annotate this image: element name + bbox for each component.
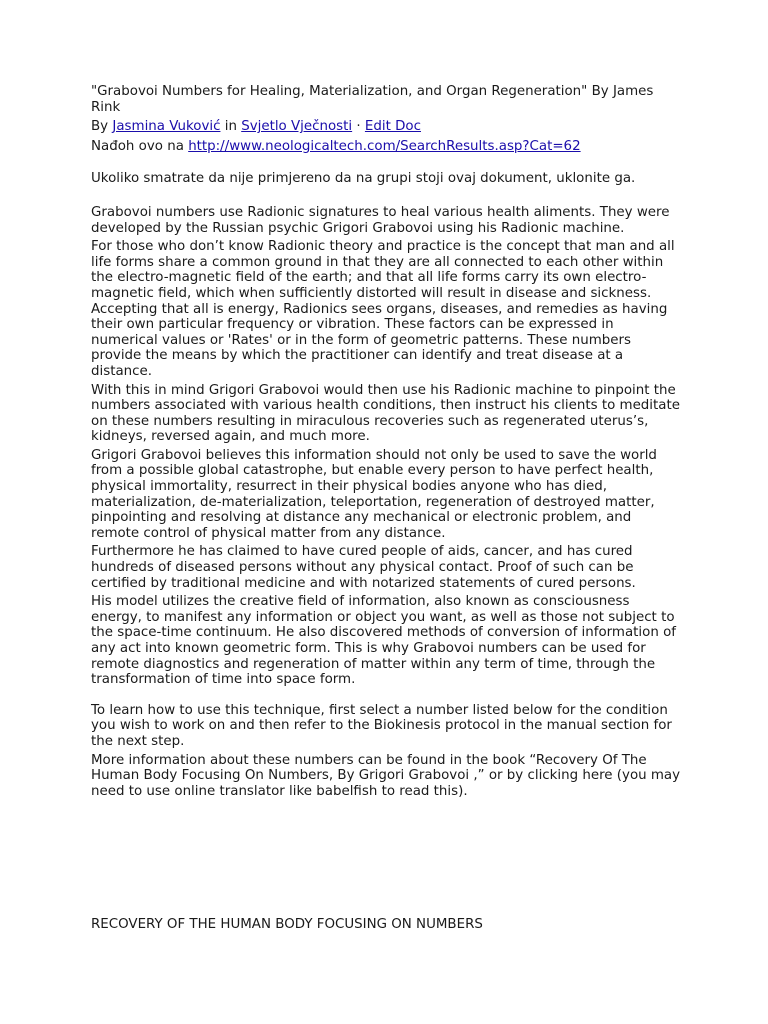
paragraph-how-to-use: To learn how to use this technique, first select a number listed below for the condition you wish to work on and then refer to the Biokinesis protocol in the manual section for the next step. [91,702,672,749]
notice-text: Ukoliko smatrate da nije primjereno da na grupi stoji ovaj dokument, uklonite ga. [91,171,636,187]
paragraph-claims: Furthermore he has claimed to have cured people of aids, cancer, and has cured hundreds of diseased persons without any physical contact. Proof of such can be certified by traditional medicine and with notarized statements of cured persons. [91,544,636,591]
document-title: "Grabovoi Numbers for Healing, Materialization, and Organ Regeneration" By James Rink [91,84,654,115]
source-line [91,139,681,155]
author-link[interactable]: Jasmina Vuković [112,119,221,135]
section-heading: RECOVERY OF THE HUMAN BODY FOCUSING ON NUMBERS [91,917,483,932]
edit-doc-link[interactable]: Edit Doc [364,119,421,135]
found-prefix: Nađoh ovo na [91,138,184,154]
paragraph-radionic-theory: For those who don’t know Radionic theory and practice is the concept that man and all life forms share a common ground in that they are all connected to each other within the electro-magnetic field of the earth; and that all life forms carry its own electro-magnetic field, which when sufficiently distorted will result in disease and sickness. Accepting that all is energy, Radionics sees organs, diseases, and remedies as having their own particular frequency or vibration. These factors can be expressed in numerical values or 'Rates' or in the form of geometric patterns. These numbers provide the means by which the practitioner can identify and treat disease at a distance. [91,239,675,379]
paragraph-radionic-machine: With this in mind Grigori Grabovoi would then use his Radionic machine to pinpoint the numbers associated with various health conditions, then instruct his clients to meditate on these numbers resulting in miraculous recoveries such as regenerated uterus’s, kidneys, reversed again, and much more. [91,382,680,445]
paragraph-model: His model utilizes the creative field of information, also known as consciousness energy, to manifest any information or object you want, as well as those not subject to the space-time continuum. He also discovered methods of conversion of information of any act into known geometric form. This is why Grabovoi numbers can be used for remote diagnostics and regeneration of matter within any term of time, through the transformation of time into space form. [91,594,676,688]
document-page [91,84,681,802]
in-text: in [224,119,237,135]
source-url-link[interactable]: http://www.neologicaltech.com/SearchResults.asp?Cat=62 [188,138,581,154]
paragraph-intro: Grabovoi numbers use Radionic signatures to heal various health aliments. They were developed by the Russian psychic Grigori Grabovoi using his Radionic machine. [91,204,670,236]
paragraph-more-info: More information about these numbers can be found in the book “Recovery Of The Human Body Focusing On Numbers, By Grigori Grabovoi ,” or by clicking here (you may need to use online translator like babelfish to read this). [91,752,681,799]
paragraph-beliefs: Grigori Grabovoi believes this information should not only be used to save the world from a possible global catastrophe, but enable every person to have perfect health, physical immortality, resurrect in their physical bodies anyone who has died, materialization, de-materialization, teleportation, regeneration of destroyed matter, pinpointing and resolving at distance any mechanical or electronic problem, and remote control of physical matter from any distance. [91,447,657,541]
by-prefix: By [91,119,109,135]
byline-separator: · [356,119,361,135]
byline [91,119,681,135]
collection-link[interactable]: Svjetlo Vječnosti [241,119,353,135]
